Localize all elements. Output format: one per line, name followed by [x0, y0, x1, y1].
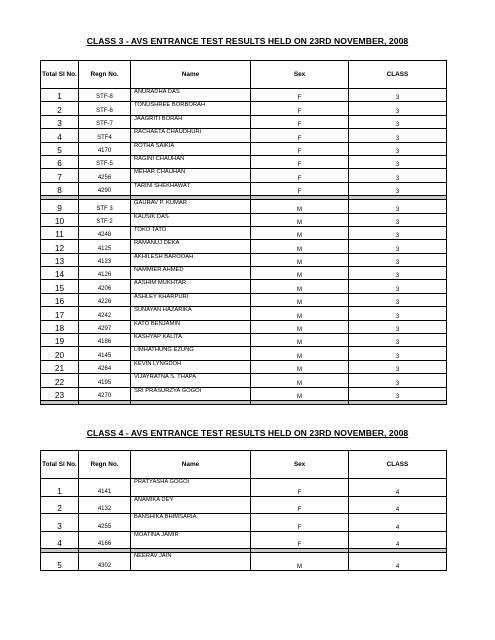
- name-cell: NAMMIER AHMED: [131, 267, 251, 280]
- table-row: [41, 129, 447, 142]
- regn-no-cell: 4242: [79, 307, 131, 320]
- regn-no-cell: 4126: [79, 267, 131, 280]
- table-row: [41, 200, 447, 213]
- header-regn-no: Regn No.: [79, 61, 131, 89]
- table-row: [41, 253, 447, 266]
- name-cell: KATO BENJAMIN: [131, 320, 251, 333]
- class3-heading: CLASS 3 - AVS ENTRANCE TEST RESULTS HELD ON 23RD NOVEMBER, 2008: [86, 36, 409, 46]
- regn-no-cell: 4145: [79, 347, 131, 360]
- sex-cell: M: [251, 226, 349, 239]
- name-cell: KEVIN LYNGDOH: [131, 360, 251, 373]
- sex-cell: M: [251, 200, 349, 213]
- sl-cell: 5: [41, 553, 79, 571]
- sex-cell: M: [251, 280, 349, 293]
- regn-no-cell: 4186: [79, 334, 131, 347]
- name-cell: TARINI SHEKHAWAT: [131, 182, 251, 195]
- class-cell: 3: [349, 307, 447, 320]
- table-row: [41, 334, 447, 347]
- sl-cell: 4: [41, 129, 79, 142]
- class-cell: 3: [349, 129, 447, 142]
- sex-cell: F: [251, 479, 349, 497]
- sex-cell: F: [251, 142, 349, 155]
- sex-cell: F: [251, 102, 349, 115]
- sl-cell: 5: [41, 142, 79, 155]
- class-cell: 3: [349, 293, 447, 306]
- regn-no-cell: STF 3: [79, 200, 131, 213]
- regn-no-cell: 4255: [79, 514, 131, 532]
- regn-no-cell: 4302: [79, 553, 131, 571]
- regn-no-cell: 4264: [79, 360, 131, 373]
- header-total-sl-no: Total Sl No.: [41, 61, 79, 89]
- sex-cell: F: [251, 496, 349, 514]
- sex-cell: M: [251, 293, 349, 306]
- class-cell: 3: [349, 169, 447, 182]
- class-cell: 3: [349, 89, 447, 102]
- name-cell: TONUSHREE BORBORAH: [131, 102, 251, 115]
- name-cell: NEERAV JAIN: [131, 553, 251, 571]
- sex-cell: F: [251, 115, 349, 128]
- sl-cell: 23: [41, 387, 79, 400]
- class-cell: 3: [349, 347, 447, 360]
- sl-cell: 9: [41, 200, 79, 213]
- sl-cell: 19: [41, 334, 79, 347]
- name-cell: ROTHA SAIKIA: [131, 142, 251, 155]
- sex-cell: F: [251, 155, 349, 168]
- sex-cell: M: [251, 267, 349, 280]
- table-row: [41, 226, 447, 239]
- regn-no-cell: 4170: [79, 142, 131, 155]
- sl-cell: 14: [41, 267, 79, 280]
- table-row: [41, 169, 447, 182]
- table-row: [41, 155, 447, 168]
- table-end-border: [41, 400, 447, 404]
- header-name: Name: [131, 61, 251, 89]
- regn-no-cell: 4270: [79, 387, 131, 400]
- name-cell: AASHIM MUKHTAR: [131, 280, 251, 293]
- table-row: [41, 280, 447, 293]
- name-cell: MEHAR CHAUHAN: [131, 169, 251, 182]
- sl-cell: 6: [41, 155, 79, 168]
- table-row: [41, 374, 447, 387]
- table-row: [41, 347, 447, 360]
- sl-cell: 2: [41, 102, 79, 115]
- class-cell: 4: [349, 553, 447, 571]
- table-row: [41, 479, 447, 497]
- class4-results-table: [40, 450, 447, 571]
- regn-no-cell: STF4: [79, 129, 131, 142]
- name-cell: SRI PRASURZYA GOGOI: [131, 387, 251, 400]
- name-cell: KAUSIK DAS: [131, 213, 251, 226]
- class-cell: 3: [349, 280, 447, 293]
- header-sex: Sex: [251, 451, 349, 479]
- class-cell: 3: [349, 387, 447, 400]
- name-cell: AKHILESH BAROOAH: [131, 253, 251, 266]
- regn-no-cell: STF-6: [79, 102, 131, 115]
- sex-cell: F: [251, 129, 349, 142]
- table-header-row: [41, 61, 447, 89]
- sl-cell: 2: [41, 496, 79, 514]
- class4-heading: CLASS 4 - AVS ENTRANCE TEST RESULTS HELD ON 23RD NOVEMBER, 2008: [86, 428, 409, 438]
- sl-cell: 10: [41, 213, 79, 226]
- sl-cell: 7: [41, 169, 79, 182]
- table-row: [41, 531, 447, 549]
- regn-no-cell: STF-8: [79, 89, 131, 102]
- sex-cell: M: [251, 213, 349, 226]
- sl-cell: 1: [41, 89, 79, 102]
- class-cell: 3: [349, 182, 447, 195]
- class3-results-table: [40, 60, 447, 405]
- name-cell: LIMHATHUNG EZUNG: [131, 347, 251, 360]
- regn-no-cell: 4206: [79, 280, 131, 293]
- regn-no-cell: STF 2: [79, 213, 131, 226]
- sex-cell: M: [251, 240, 349, 253]
- table-row: [41, 213, 447, 226]
- class-cell: 3: [349, 320, 447, 333]
- class-cell: 4: [349, 479, 447, 497]
- sex-cell: F: [251, 89, 349, 102]
- name-cell: GAURAV P. KUMAR: [131, 200, 251, 213]
- sl-cell: 18: [41, 320, 79, 333]
- table-row: [41, 320, 447, 333]
- name-cell: JAAGRITI BORAH: [131, 115, 251, 128]
- regn-no-cell: 4195: [79, 374, 131, 387]
- sl-cell: 22: [41, 374, 79, 387]
- class-cell: 3: [349, 115, 447, 128]
- class-cell: 3: [349, 253, 447, 266]
- sl-cell: 4: [41, 531, 79, 549]
- class-cell: 3: [349, 267, 447, 280]
- regn-no-cell: 4248: [79, 226, 131, 239]
- class-cell: 4: [349, 531, 447, 549]
- table-row: [41, 240, 447, 253]
- table-row: [41, 267, 447, 280]
- sex-cell: M: [251, 553, 349, 571]
- class-cell: 3: [349, 226, 447, 239]
- header-sex: Sex: [251, 61, 349, 89]
- table-row: [41, 496, 447, 514]
- class-cell: 3: [349, 155, 447, 168]
- header-class: CLASS: [349, 451, 447, 479]
- table-row: [41, 89, 447, 102]
- regn-no-cell: 4290: [79, 182, 131, 195]
- sl-cell: 20: [41, 347, 79, 360]
- table-row: [41, 102, 447, 115]
- table-row: [41, 514, 447, 532]
- regn-no-cell: 4123: [79, 253, 131, 266]
- class-cell: 3: [349, 102, 447, 115]
- table-row: [41, 387, 447, 400]
- sl-cell: 11: [41, 226, 79, 239]
- regn-no-cell: 4132: [79, 496, 131, 514]
- sex-cell: M: [251, 360, 349, 373]
- table-row: [41, 142, 447, 155]
- name-cell: BANSHIKA BHIMSARIA: [131, 514, 251, 532]
- sex-cell: F: [251, 169, 349, 182]
- sex-cell: M: [251, 253, 349, 266]
- sl-cell: 16: [41, 293, 79, 306]
- class-cell: 3: [349, 200, 447, 213]
- class-cell: 3: [349, 240, 447, 253]
- name-cell: TOKO TATO: [131, 226, 251, 239]
- name-cell: ANURADHA DAS: [131, 89, 251, 102]
- class-cell: 4: [349, 496, 447, 514]
- header-class: CLASS: [349, 61, 447, 89]
- name-cell: KASHYAP KALITA: [131, 334, 251, 347]
- table-row: [41, 553, 447, 571]
- name-cell: MOATINA JAMIR: [131, 531, 251, 549]
- sex-cell: M: [251, 307, 349, 320]
- table-header-row: [41, 451, 447, 479]
- sex-cell: F: [251, 531, 349, 549]
- class-cell: 3: [349, 213, 447, 226]
- sl-cell: 3: [41, 514, 79, 532]
- regn-no-cell: 4226: [79, 293, 131, 306]
- sex-cell: M: [251, 320, 349, 333]
- sex-cell: M: [251, 347, 349, 360]
- table-row: [41, 360, 447, 373]
- class-cell: 4: [349, 514, 447, 532]
- name-cell: ANAMIKA DEY: [131, 496, 251, 514]
- header-regn-no: Regn No.: [79, 451, 131, 479]
- header-total-sl-no: Total Sl No.: [41, 451, 79, 479]
- class-cell: 3: [349, 360, 447, 373]
- sl-cell: 15: [41, 280, 79, 293]
- sl-cell: 17: [41, 307, 79, 320]
- name-cell: RAMANUJ DEKA: [131, 240, 251, 253]
- sex-cell: M: [251, 334, 349, 347]
- sl-cell: 21: [41, 360, 79, 373]
- name-cell: PRATYASHA GOGOI: [131, 479, 251, 497]
- sl-cell: 12: [41, 240, 79, 253]
- regn-no-cell: 4256: [79, 169, 131, 182]
- sl-cell: 13: [41, 253, 79, 266]
- sex-cell: M: [251, 387, 349, 400]
- name-cell: SUNAYAN HAZARIKA: [131, 307, 251, 320]
- name-cell: VIJAYRATNA S. THAPA: [131, 374, 251, 387]
- sex-cell: F: [251, 514, 349, 532]
- class-cell: 3: [349, 334, 447, 347]
- regn-no-cell: 4141: [79, 479, 131, 497]
- sex-cell: M: [251, 374, 349, 387]
- regn-no-cell: STF-5: [79, 155, 131, 168]
- header-name: Name: [131, 451, 251, 479]
- sl-cell: 1: [41, 479, 79, 497]
- table-row: [41, 115, 447, 128]
- regn-no-cell: 4125: [79, 240, 131, 253]
- table-row: [41, 307, 447, 320]
- regn-no-cell: 4297: [79, 320, 131, 333]
- name-cell: RACHAETA CHAUDHURI: [131, 129, 251, 142]
- table-row: [41, 182, 447, 195]
- sl-cell: 8: [41, 182, 79, 195]
- sl-cell: 3: [41, 115, 79, 128]
- sex-cell: F: [251, 182, 349, 195]
- table-row: [41, 293, 447, 306]
- class-cell: 3: [349, 374, 447, 387]
- name-cell: RAGINI CHAUHAN: [131, 155, 251, 168]
- regn-no-cell: 4166: [79, 531, 131, 549]
- name-cell: ASHLEY KHARPURI: [131, 293, 251, 306]
- regn-no-cell: STF-7: [79, 115, 131, 128]
- class-cell: 3: [349, 142, 447, 155]
